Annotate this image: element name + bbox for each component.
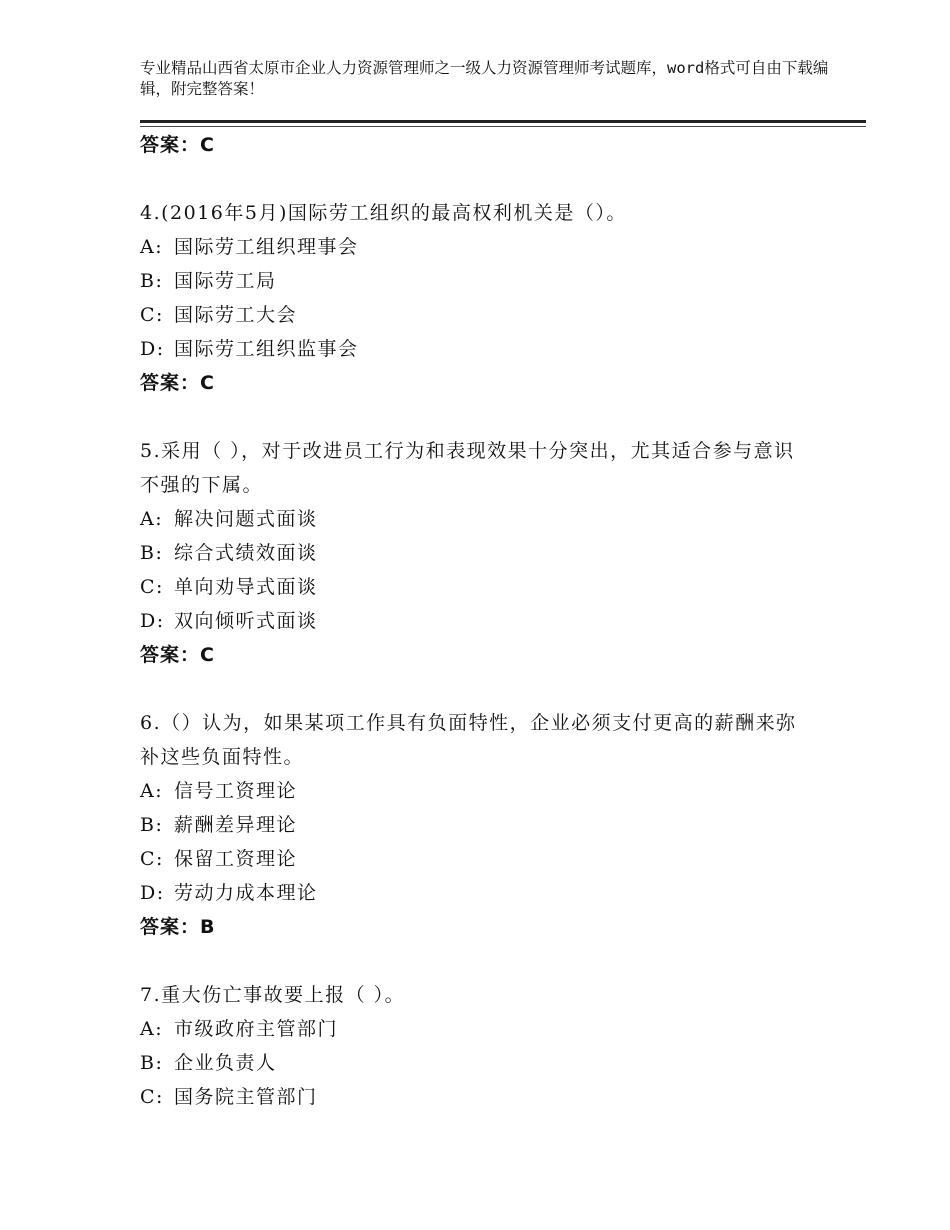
spacer [140,162,820,196]
question-block [140,706,820,944]
answer: 答案：C [140,372,215,394]
option-c: C: 国务院主管部门 [140,1086,318,1108]
question-text: 6.（）认为，如果某项工作具有负面特性，企业必须支付更高的薪酬来弥补这些负面特性。 [140,712,797,768]
option-b: B: 国际劳工局 [140,270,277,292]
spacer [140,400,820,434]
option-b: B: 企业负责人 [140,1052,277,1074]
option-b: B: 综合式绩效面谈 [140,542,318,564]
question-text: 7.重大伤亡事故要上报（ ）。 [140,984,406,1006]
header-rule-thick [140,120,866,123]
header-rule-thin [140,126,866,127]
question-block [140,434,820,672]
answer: 答案：B [140,916,216,938]
question-text: 4.(2016年5月)国际劳工组织的最高权利机关是（）。 [140,202,627,224]
question-block [140,196,820,400]
header-title: 专业精品山西省太原市企业人力资源管理师之一级人力资源管理师考试题库，word格式可自由下载编辑，附完整答案！ [140,59,829,98]
option-a: A: 信号工资理论 [140,780,298,802]
answer: 答案：C [140,644,215,666]
spacer [140,672,820,706]
option-a: A: 国际劳工组织理事会 [140,236,359,258]
option-a: A: 解决问题式面谈 [140,508,318,530]
option-c: C: 保留工资理论 [140,848,298,870]
option-d: D: 劳动力成本理论 [140,882,318,904]
option-b: B: 薪酬差异理论 [140,814,298,836]
question-list [140,128,820,1114]
option-d: D: 国际劳工组织监事会 [140,338,359,360]
question-block [140,978,820,1114]
question-text: 5.采用（ ），对于改进员工行为和表现效果十分突出，尤其适合参与意识不强的下属。 [140,440,795,496]
option-c: C: 国际劳工大会 [140,304,298,326]
spacer [140,944,820,978]
option-c: C: 单向劝导式面谈 [140,576,318,598]
answer-q3: 答案：C [140,134,215,156]
option-a: A: 市级政府主管部门 [140,1018,339,1040]
option-d: D: 双向倾听式面谈 [140,610,318,632]
